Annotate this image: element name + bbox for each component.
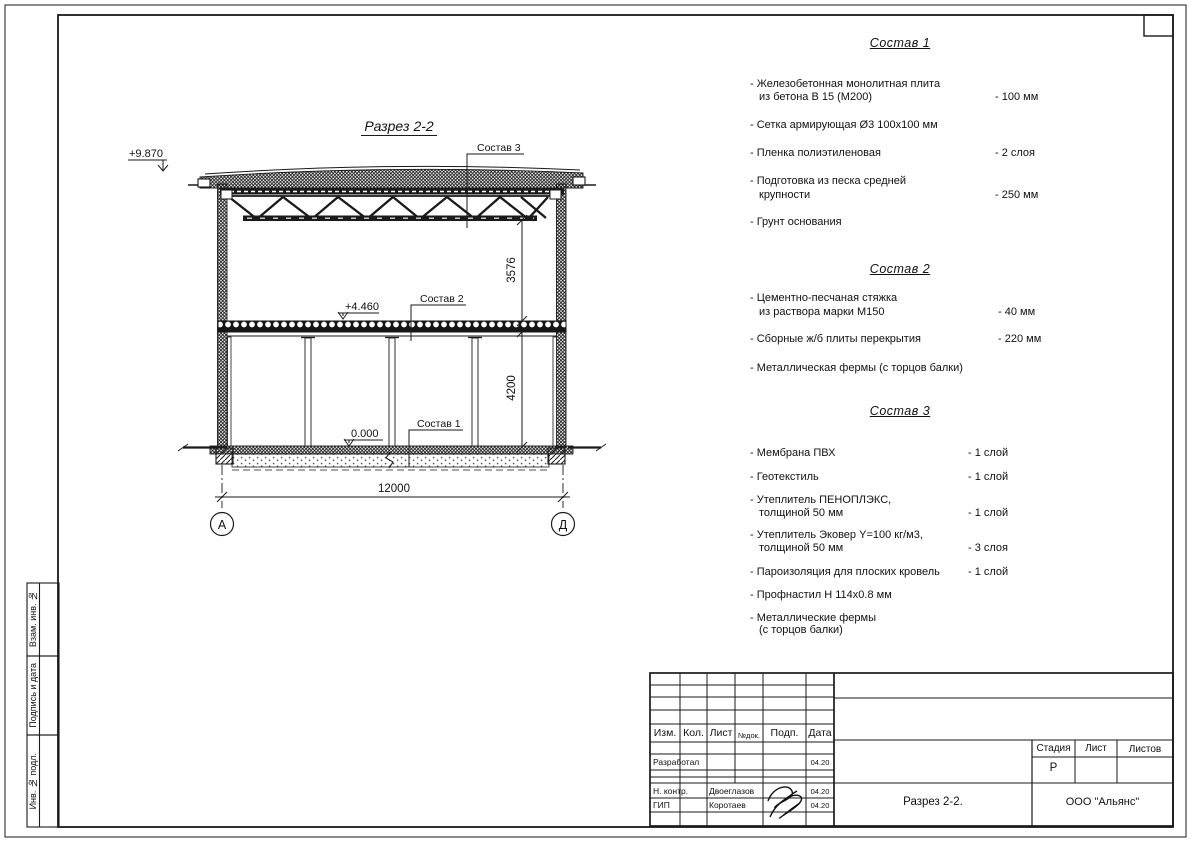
spec-item-line: - Металлическая фермы (с торцов балки) bbox=[750, 362, 963, 374]
spec-item-line: - Профнастил Н 114х0.8 мм bbox=[750, 589, 892, 601]
pilaster-left bbox=[228, 337, 232, 446]
tb-role: Н. контр. bbox=[653, 786, 689, 796]
elevation-roof-label: +9.870 bbox=[129, 148, 163, 160]
dim-upper-label: 3576 bbox=[506, 257, 518, 283]
truss-seat-right bbox=[550, 190, 561, 199]
spec-item-value: - 40 мм bbox=[998, 306, 1036, 318]
spec-item-line: крупности - 250 мм bbox=[759, 189, 1039, 201]
leader-sostav1-label: Состав 1 bbox=[417, 418, 461, 430]
spec-item-value: - 1 слой bbox=[968, 471, 1009, 483]
axis-left-label: А bbox=[217, 518, 227, 532]
tb-company: ООО "Альянс" bbox=[1065, 796, 1140, 808]
tb-doc-name: Разрез 2-2. bbox=[903, 796, 963, 808]
tb-stage-value: Р bbox=[1049, 762, 1058, 774]
axis-right-label: Д bbox=[558, 518, 568, 532]
wall-right bbox=[557, 184, 567, 447]
tb-name: Коротаев bbox=[709, 800, 746, 810]
strip-vzam-label: Взам. инв. № bbox=[28, 591, 38, 648]
spec-item-line: - Металлические фермы bbox=[750, 612, 877, 624]
spec-item-value: - 250 мм bbox=[995, 189, 1039, 201]
building-section bbox=[128, 118, 606, 536]
spec-item-line: - Пленка полиэтиленовая - 2 слоя bbox=[750, 147, 1036, 159]
spec-title: Состав 2 bbox=[869, 262, 931, 276]
spec-lists bbox=[750, 0, 1080, 660]
spec-item-line: - Сборные ж/б плиты перекрытия - 220 мм bbox=[750, 333, 1042, 345]
tb-date: 04.20 bbox=[810, 801, 830, 810]
wall-left bbox=[218, 184, 228, 447]
roof-band bbox=[200, 169, 583, 188]
corner-box bbox=[1144, 15, 1173, 36]
spec-item-line: - Подготовка из песка средней bbox=[750, 175, 906, 187]
elevation-slab-label: +4.460 bbox=[345, 301, 379, 313]
tb-col-doc: №док. bbox=[738, 731, 760, 740]
strip-inv-label: Инв. № подл. bbox=[28, 752, 38, 810]
ground-floor bbox=[210, 446, 573, 470]
section-title: Разрез 2-2 bbox=[364, 118, 434, 134]
tb-name: Двоеглазов bbox=[709, 786, 755, 796]
spec-item-line: из раствора марки М150 - 40 мм bbox=[759, 306, 1036, 318]
spec-item-line: - Железобетонная монолитная плита bbox=[750, 78, 941, 90]
pilaster-right bbox=[553, 337, 557, 446]
spec-item-value: - 3 слоя bbox=[968, 542, 1009, 554]
truss-seat-left bbox=[221, 190, 232, 199]
spec-item-line: - Пароизоляция для плоских кровель - 1 слой bbox=[750, 566, 1009, 578]
tb-col-kol: Кол. bbox=[683, 727, 704, 739]
spec-item-line: - Мембрана ПВХ - 1 слой bbox=[750, 447, 1009, 459]
tb-sheet-label: Лист bbox=[1085, 743, 1107, 754]
dim-lower-label: 4200 bbox=[506, 375, 518, 401]
tb-sheets-label: Листов bbox=[1128, 744, 1162, 755]
spec-item-line: (с торцов балки) bbox=[759, 624, 843, 636]
tb-col-list: Лист bbox=[709, 727, 733, 739]
tb-date: 04.20 bbox=[810, 758, 830, 767]
spec-item-line: толщиной 50 мм - 1 слой bbox=[759, 507, 1009, 519]
axis-bubbles bbox=[211, 513, 575, 536]
tb-col-podp: Подп. bbox=[770, 727, 799, 739]
spec-item-line: из бетона В 15 (М200) - 100 мм bbox=[759, 91, 1039, 103]
spec-title: Состав 1 bbox=[869, 36, 931, 50]
roof-end-right bbox=[573, 177, 585, 185]
spec-title: Состав 3 bbox=[869, 404, 931, 418]
tb-role: ГИП bbox=[653, 800, 670, 810]
elevation-zero-label: 0.000 bbox=[351, 428, 379, 440]
floor-slab bbox=[218, 321, 566, 336]
truss bbox=[221, 190, 561, 221]
spec-item-line: - Геотекстиль - 1 слой bbox=[750, 471, 1009, 483]
spec-item-line: - Цементно-песчаная стяжка bbox=[750, 292, 898, 304]
tb-stage-label: Стадия bbox=[1036, 743, 1071, 754]
spec-item-value: - 220 мм bbox=[998, 333, 1042, 345]
spec-item-line: - Утеплитель ПЕНОПЛЭКС, bbox=[750, 494, 892, 506]
spec-item-value: - 1 слой bbox=[968, 447, 1009, 459]
spec-item-value: - 100 мм bbox=[995, 91, 1039, 103]
leader-sostav3-label: Состав 3 bbox=[477, 142, 521, 154]
tb-role: Разработал bbox=[653, 757, 700, 767]
roof-end-left bbox=[198, 179, 210, 187]
spec-item-value: - 1 слой bbox=[968, 566, 1009, 578]
tb-date: 04.20 bbox=[810, 787, 830, 796]
tb-col-date: Дата bbox=[808, 727, 832, 739]
roof bbox=[188, 166, 596, 194]
spec-item-line: толщиной 50 мм - 3 слоя bbox=[759, 542, 1009, 554]
spec-item-line: - Утеплитель Эковер Y=100 кг/м3, bbox=[750, 529, 923, 541]
spec-item-line: - Сетка армирующая Ø3 100х100 мм bbox=[750, 119, 938, 131]
tb-col-izm: Изм. bbox=[653, 727, 677, 739]
strip-podpis-label: Подпись и дата bbox=[28, 663, 38, 728]
spec-item-line: - Грунт основания bbox=[750, 216, 842, 228]
spec-item-value: - 1 слой bbox=[968, 507, 1009, 519]
dim-span-label: 12000 bbox=[378, 483, 410, 495]
leader-sostav2-label: Состав 2 bbox=[420, 293, 464, 305]
signature-scribble bbox=[768, 787, 802, 818]
spec-item-value: - 2 слоя bbox=[995, 147, 1036, 159]
